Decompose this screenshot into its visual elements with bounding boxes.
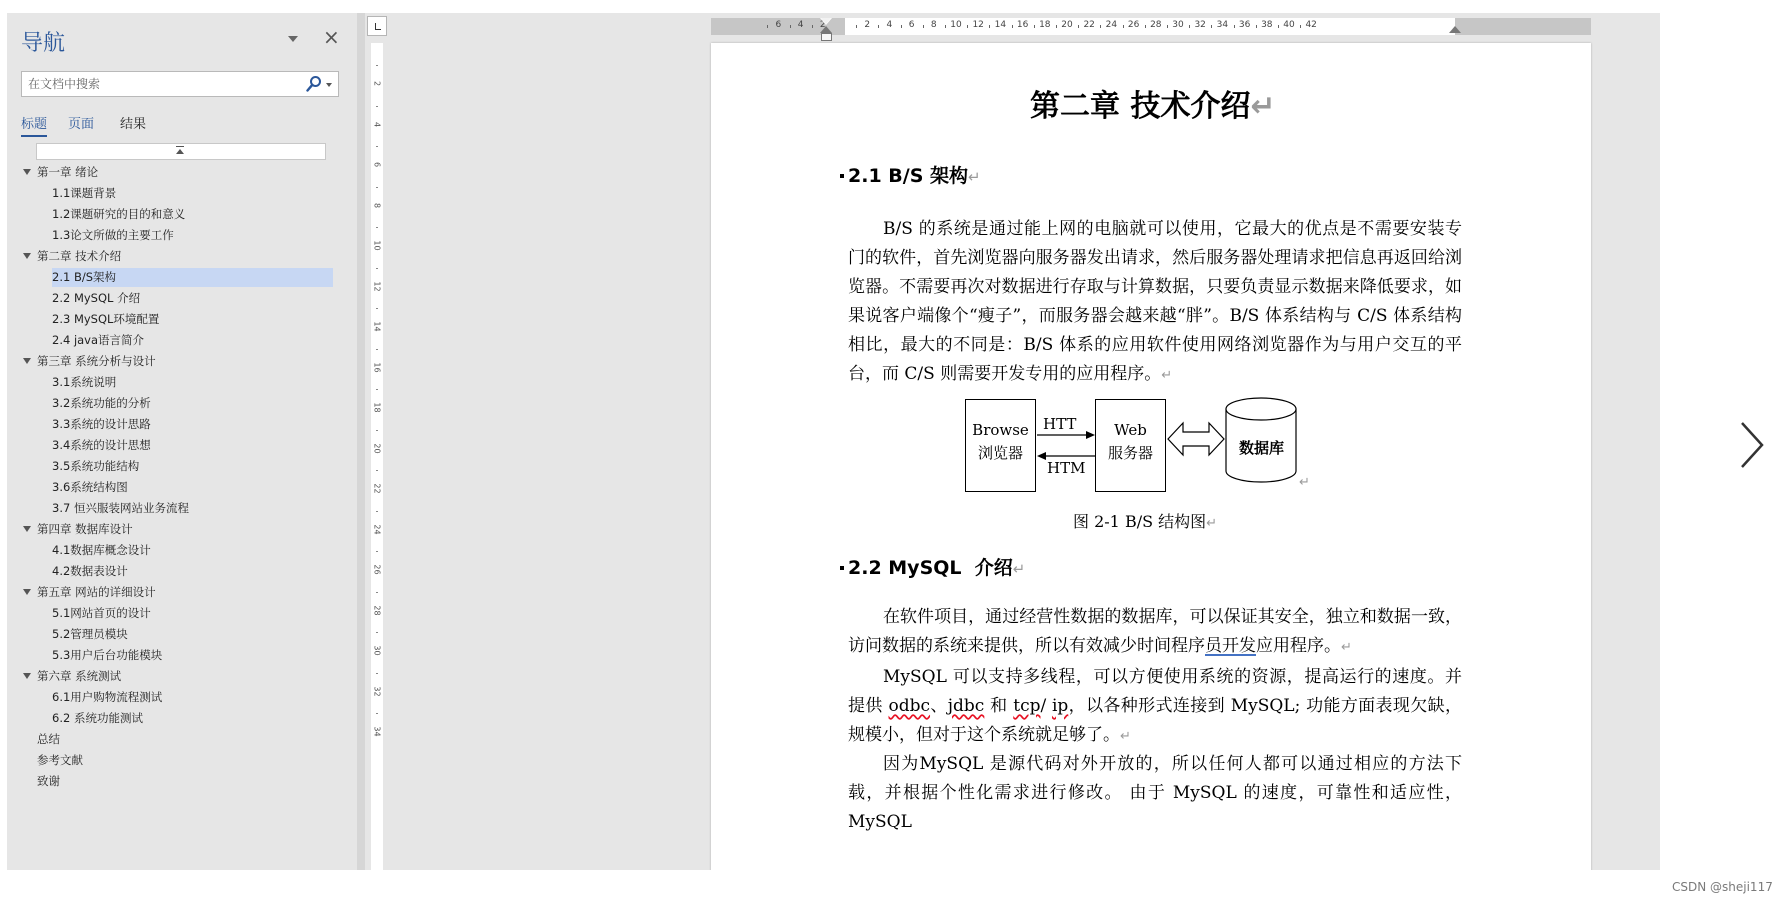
- ruler-tick-label: 28: [372, 604, 382, 616]
- ruler-tick-label: 18: [372, 402, 382, 413]
- html-response-label: HTM: [1047, 459, 1086, 477]
- ruler-tick-label: 42: [1305, 20, 1317, 30]
- ruler-minor-tick: [376, 308, 378, 309]
- http-arrows: [1036, 399, 1096, 492]
- figure-caption: [1073, 509, 1217, 532]
- paragraph-mark: ↵: [1250, 89, 1276, 124]
- browser-label-cn: 浏览器: [977, 444, 1023, 462]
- expand-collapse-icon[interactable]: [23, 526, 31, 532]
- tab-stop-selector[interactable]: [367, 16, 387, 36]
- ruler-tick-label: 20: [372, 442, 382, 454]
- chapter-title-text: 第二章 技术介绍: [1030, 89, 1251, 124]
- navigation-pane: [7, 13, 357, 870]
- outline-item[interactable]: [52, 205, 185, 224]
- ruler-tick-label: 10: [950, 20, 962, 30]
- close-icon[interactable]: ×: [323, 25, 340, 49]
- ruler-tick-label: 26: [1127, 20, 1140, 30]
- ruler-minor-tick: [376, 592, 378, 593]
- ruler-tick-label: 10: [372, 240, 382, 251]
- outline-item[interactable]: [52, 289, 140, 308]
- left-indent-marker[interactable]: [821, 33, 832, 41]
- ruler-tick-label: 18: [1039, 20, 1051, 30]
- outline-item-label: 3.3系统的设计思路: [52, 417, 151, 431]
- word-window: [7, 13, 1660, 870]
- outline-item[interactable]: [52, 604, 151, 623]
- ruler-tick-label: 22: [372, 483, 382, 494]
- outline-item[interactable]: [52, 331, 144, 350]
- ruler-minor-tick: [790, 25, 791, 28]
- hanging-indent-marker[interactable]: [820, 26, 832, 33]
- caption-text: 图 2-1 B/S 结构图: [1073, 512, 1207, 531]
- ruler-minor-tick: [1078, 25, 1079, 28]
- ruler-minor-tick: [812, 25, 813, 28]
- ruler-minor-tick: [1256, 25, 1257, 28]
- ruler-minor-tick: [376, 65, 378, 66]
- outline-item-label: 第二章 技术介绍: [37, 249, 122, 263]
- outline-item-label: 5.1网站首页的设计: [52, 606, 151, 620]
- paragraph-mysql-1: [848, 603, 1462, 662]
- navigation-title: 导航: [21, 31, 66, 56]
- ruler-tick-label: 16: [372, 361, 382, 373]
- outline-item-label: 6.1用户购物流程测试: [52, 690, 163, 704]
- ruler-tick-label: 6: [372, 161, 382, 168]
- outline-item-label: 第五章 网站的详细设计: [37, 585, 156, 599]
- paragraph-mark: ↵: [1012, 560, 1026, 578]
- outline-item[interactable]: [52, 709, 143, 728]
- outline-item[interactable]: [52, 646, 162, 665]
- ruler-tick-label: 20: [1061, 20, 1073, 30]
- search-icon[interactable]: [306, 75, 322, 93]
- ruler-minor-tick: [989, 25, 990, 28]
- ruler-minor-tick: [1300, 25, 1301, 28]
- outline-item[interactable]: [52, 499, 189, 518]
- ruler-tick-label: 32: [1194, 20, 1206, 30]
- ruler-tick-label: 26: [372, 564, 382, 575]
- outline-item[interactable]: [52, 310, 159, 329]
- text-run: ，以各种形式连接到 MySQL; 功能方面表现欠缺，规模小，但对于这个系统就足够了。: [848, 696, 1463, 745]
- expand-collapse-icon[interactable]: [23, 673, 31, 679]
- grammar-flagged-text: 员开发: [1205, 636, 1256, 656]
- heading-text: 2.2 MySQL 介绍: [848, 557, 1013, 579]
- http-request-label: HTT: [1043, 415, 1077, 433]
- scroll-top-icon: [175, 146, 185, 156]
- paragraph-mysql-3: [848, 750, 1462, 837]
- tab-headings[interactable]: 标题: [21, 113, 47, 132]
- outline-item[interactable]: [52, 415, 151, 434]
- heading-text: 2.1 B/S 架构: [848, 165, 968, 187]
- outline-item[interactable]: [52, 457, 139, 476]
- ruler-tick-label: 12: [972, 20, 984, 30]
- ruler-tick-label: 4: [886, 20, 893, 30]
- outline-item[interactable]: [52, 541, 151, 560]
- web-server-box: [1095, 399, 1166, 492]
- text-run: MySQL 可以支持多线程，可以方便使用系统的资源，提高运行的速度。并提供: [848, 667, 1462, 716]
- section-heading-2-1: [848, 161, 981, 188]
- ruler-minor-tick: [376, 187, 378, 188]
- expand-collapse-icon[interactable]: [23, 169, 31, 175]
- ruler-minor-tick: [376, 349, 378, 350]
- text-run: 应用程序。: [1256, 636, 1341, 656]
- outline-item[interactable]: [37, 667, 121, 686]
- ruler-minor-tick: [901, 25, 902, 28]
- ruler-tick-label: 36: [1238, 20, 1251, 30]
- horizontal-ruler: [711, 18, 1591, 35]
- ruler-minor-tick: [1167, 25, 1168, 28]
- outline-item-label: 3.6系统结构图: [52, 480, 128, 494]
- outline-item-label: 6.2 系统功能测试: [52, 711, 143, 725]
- ruler-tick-label: 30: [372, 645, 382, 656]
- scroll-to-top-bar[interactable]: [36, 143, 326, 160]
- outline-item[interactable]: [52, 268, 333, 287]
- text-run: 、: [930, 696, 948, 716]
- document-page[interactable]: [711, 43, 1591, 870]
- outline-item[interactable]: [37, 247, 121, 266]
- ruler-tick-label: 8: [930, 20, 937, 30]
- outline-item-label: 致谢: [37, 774, 60, 788]
- section-heading-2-2: [848, 553, 1025, 580]
- server-label-cn: 服务器: [1107, 444, 1153, 462]
- outline-item[interactable]: [52, 436, 151, 455]
- ruler-tick-label: 22: [1083, 20, 1095, 30]
- chevron-down-icon[interactable]: [285, 31, 301, 47]
- ruler-tick-label: 6: [908, 20, 915, 30]
- ruler-minor-tick: [376, 713, 378, 714]
- paragraph-mark: ↵: [1341, 640, 1352, 655]
- text-run: /: [1040, 696, 1052, 716]
- outline-item-label: 1.3论文所做的主要工作: [52, 228, 174, 242]
- ruler-minor-tick: [376, 106, 378, 107]
- outline-item-label: 5.3用户后台功能模块: [52, 648, 163, 662]
- outline-item-label: 2.2 MySQL 介绍: [52, 291, 141, 305]
- vertical-ruler: [365, 13, 388, 870]
- ruler-minor-tick: [1145, 25, 1146, 28]
- outline-item-label: 1.1课题背景: [52, 186, 117, 200]
- database-label: 数据库: [1239, 439, 1285, 457]
- outline-item[interactable]: [52, 373, 116, 392]
- ruler-minor-tick: [1034, 25, 1035, 28]
- ruler-tick-label: 38: [1261, 20, 1273, 30]
- browser-box: [965, 399, 1036, 492]
- ruler-minor-tick: [376, 389, 378, 390]
- ruler-minor-tick: [1100, 25, 1101, 28]
- outline-item-label: 第一章 绪论: [37, 165, 99, 179]
- ruler-tick-label: 2: [819, 20, 826, 30]
- ruler-minor-tick: [376, 470, 378, 471]
- ruler-tick-label: 2: [864, 20, 871, 30]
- outline-item-label: 3.5系统功能结构: [52, 459, 140, 473]
- paragraph-mark: ↵: [968, 168, 981, 186]
- outline-item[interactable]: [52, 394, 151, 413]
- outline-item-label: 4.2数据表设计: [52, 564, 128, 578]
- outline-item[interactable]: [52, 184, 116, 203]
- ruler-tick-label: 16: [1016, 20, 1029, 30]
- expand-collapse-icon[interactable]: [23, 358, 31, 364]
- outline-item[interactable]: [37, 730, 60, 749]
- outline-item-label: 3.7 恒兴服装网站业务流程: [52, 501, 189, 515]
- ruler-minor-tick: [376, 146, 378, 147]
- outline-item-label: 2.3 MySQL环境配置: [52, 312, 160, 326]
- ruler-minor-tick: [376, 673, 378, 674]
- pane-splitter[interactable]: [357, 13, 365, 870]
- ruler-minor-tick: [945, 25, 946, 28]
- search-box: [21, 71, 339, 97]
- ruler-minor-tick: [1278, 25, 1279, 28]
- paragraph-mark: ↵: [1120, 729, 1131, 744]
- outline-item[interactable]: [37, 772, 60, 791]
- ruler-tick-label: 12: [372, 280, 382, 292]
- outline-item[interactable]: [52, 478, 128, 497]
- browser-label-en: Browse: [972, 421, 1029, 439]
- expand-collapse-icon[interactable]: [23, 253, 31, 259]
- outline-item[interactable]: [37, 352, 156, 371]
- outline-item-label: 参考文献: [37, 753, 83, 767]
- search-input[interactable]: [22, 72, 302, 96]
- watermark: CSDN @sheji117: [1672, 880, 1773, 894]
- ruler-minor-tick: [1211, 25, 1212, 28]
- ruler-minor-tick: [967, 25, 968, 28]
- server-label-en: Web: [1114, 421, 1147, 439]
- ruler-tick-label: 2: [372, 80, 382, 87]
- paragraph-mark: ↵: [1161, 368, 1173, 383]
- ruler-minor-tick: [376, 227, 378, 228]
- paragraph-text: B/S 的系统是通过能上网的电脑就可以使用，它最大的优点是不需要安装专门的软件，首先浏览器向服务器发出请求，然后服务器处理请求把信息再返回给浏览器。不需要再次对数据进行存取与计算数据，只要负责显示数据来降低要求，如果说客户端像个“瘦子”，而服务器会越来越“胖”。B/S 体系结构与 C/S 体系结构相比，最大的不同是：B/S 体系的应用软件使用网络浏览器作为与用户交互的平台，而 C/S 则需要开发专用的应用程序。: [848, 219, 1462, 384]
- tab-pages[interactable]: 页面: [68, 117, 95, 132]
- outline-item-label: 总结: [37, 732, 60, 746]
- outline-item-label: 3.1系统说明: [52, 375, 117, 389]
- ruler-tick-label: 24: [372, 523, 382, 535]
- paragraph-mysql-2: [848, 663, 1462, 751]
- outline-item[interactable]: [52, 226, 174, 245]
- double-arrow: [1166, 419, 1226, 459]
- expand-collapse-icon[interactable]: [23, 589, 31, 595]
- ruler-tick-label: 40: [1283, 20, 1295, 30]
- outline-item[interactable]: [37, 163, 98, 182]
- ruler-tick-label: 24: [1105, 20, 1118, 30]
- ruler-minor-tick: [376, 551, 378, 552]
- chevron-right-icon[interactable]: [1730, 415, 1770, 475]
- outline-item-label: 2.4 java语言简介: [52, 333, 145, 347]
- outline-item[interactable]: [52, 688, 162, 707]
- right-indent-marker[interactable]: [1449, 26, 1461, 33]
- ruler-tick-label: 30: [1172, 20, 1184, 30]
- outline-item-label: 2.1 B/S架构: [52, 270, 117, 284]
- ruler-tick-label: 8: [372, 202, 382, 208]
- ruler-minor-tick: [1189, 25, 1190, 28]
- text-run: 和: [984, 696, 1014, 716]
- ruler-minor-tick: [1012, 25, 1013, 28]
- tab-results[interactable]: 结果: [120, 117, 147, 132]
- search-options-icon[interactable]: [326, 83, 332, 87]
- ruler-minor-tick: [376, 511, 378, 512]
- ruler-tick-label: 28: [1150, 20, 1162, 30]
- outline-item-label: 3.4系统的设计思想: [52, 438, 151, 452]
- paragraph-bs: [848, 215, 1462, 390]
- outline-item-label: 第六章 系统测试: [37, 669, 122, 683]
- outline-item-label: 第三章 系统分析与设计: [37, 354, 156, 368]
- text-run: 在软件项目，通过经营性数据的数据库，可以保证其安全，独立和数据一致，访问数据的系统来提供，所以有效减少时间程序: [848, 607, 1462, 656]
- spelling-flagged-text: odbc: [888, 696, 931, 716]
- paragraph-mark: ↵: [1299, 475, 1310, 490]
- outline-item-label: 3.2系统功能的分析: [52, 396, 151, 410]
- ruler-tick-label: 4: [372, 121, 382, 127]
- ruler-minor-tick: [923, 25, 924, 28]
- ruler-minor-tick: [376, 632, 378, 633]
- ruler-minor-tick: [856, 25, 857, 28]
- chapter-title: [1030, 81, 1276, 125]
- outline-item[interactable]: [52, 625, 128, 644]
- ruler-tick-label: 34: [1216, 20, 1229, 30]
- ruler-minor-tick: [376, 430, 378, 431]
- outline-item[interactable]: [52, 562, 128, 581]
- spelling-flagged-text: ip: [1051, 696, 1069, 716]
- ruler-tick-label: 6: [775, 20, 782, 30]
- outline-item[interactable]: [37, 583, 156, 602]
- outline-item[interactable]: [37, 520, 133, 539]
- ruler-tick-label: 4: [797, 20, 804, 30]
- ruler-tick-label: 14: [994, 20, 1007, 30]
- ruler-minor-tick: [1123, 25, 1124, 28]
- paragraph-mark: ↵: [1206, 516, 1218, 531]
- outline-item-label: 4.1数据库概念设计: [52, 543, 151, 557]
- ruler-tick-label: 32: [372, 685, 382, 697]
- ruler-tick-label: 34: [372, 726, 382, 737]
- spelling-flagged-text: jdbc: [947, 696, 985, 716]
- outline-item-label: 1.2课题研究的目的和意义: [52, 207, 186, 221]
- text-run: 因为MySQL 是源代码对外开放的，所以任何人都可以通过相应的方法下载，并根据个性化需求进行修改。 由于 MySQL 的速度，可靠性和适应性，MySQL: [848, 754, 1462, 832]
- ruler-minor-tick: [767, 25, 768, 28]
- ruler-minor-tick: [376, 268, 378, 269]
- ruler-minor-tick: [878, 25, 879, 28]
- spelling-flagged-text: tcp: [1013, 696, 1041, 716]
- ruler-tick-label: 14: [372, 321, 382, 332]
- outline-item-label: 第四章 数据库设计: [37, 522, 133, 536]
- outline-item[interactable]: [37, 751, 83, 770]
- ruler-minor-tick: [1234, 25, 1235, 28]
- ruler-minor-tick: [1056, 25, 1057, 28]
- outline-item-label: 5.2管理员模块: [52, 627, 128, 641]
- vertical-ruler-strip: [371, 43, 383, 870]
